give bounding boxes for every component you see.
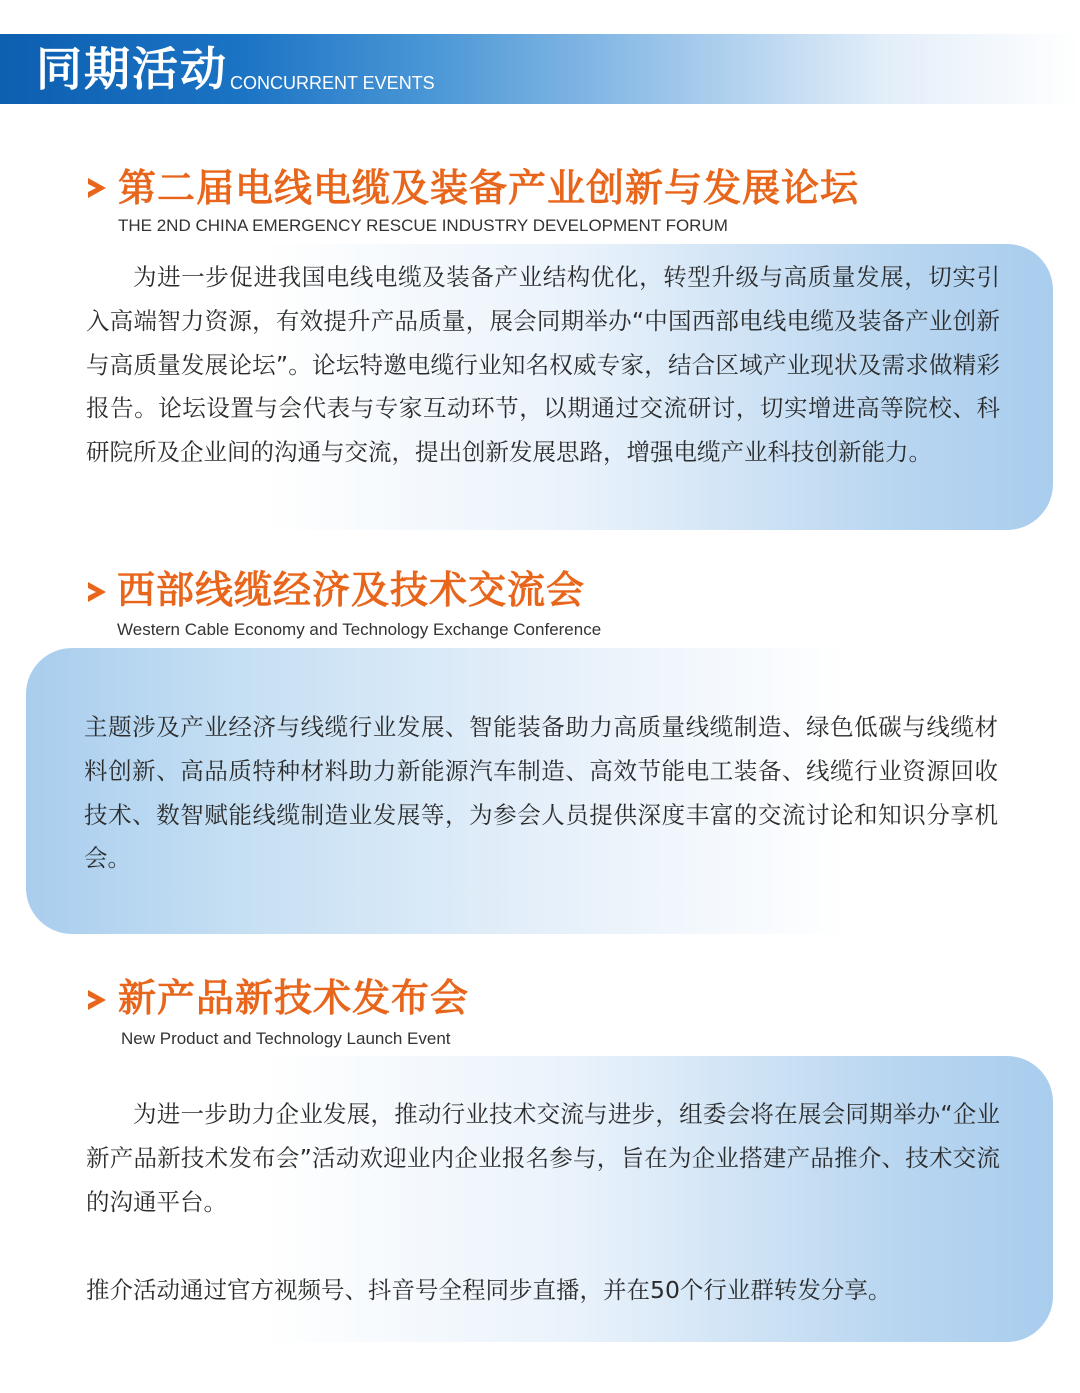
section-2-paragraph: 主题涉及产业经济与线缆行业发展、智能装备助力高质量线缆制造、绿色低碳与线缆材料创新、高品质特种材料助力新能源汽车制造、高效节能电工装备、线缆行业资源回收技术、数智赋能线缆制造业发展等，为参会人员提供深度丰富的交流讨论和知识分享机会。 — [84, 713, 998, 873]
section-2-subtitle: Western Cable Economy and Technology Exchange Conference — [117, 620, 602, 639]
section-1-title: 第二届电线电缆及装备产业创新与发展论坛 — [118, 166, 860, 210]
page-subtitle: CONCURRENT EVENTS — [230, 73, 435, 93]
section-1-arrow-icon — [88, 178, 106, 198]
section-3-title: 新产品新技术发布会 — [118, 976, 470, 1020]
page-title: 同期活动 — [36, 42, 228, 96]
section-3-paragraph-1: 为进一步助力企业发展，推动行业技术交流与进步，组委会将在展会同期举办“企业新产品新技术发布会”活动欢迎业内企业报名参与，旨在为企业搭建产品推介、技术交流的沟通平台。 — [86, 1100, 1000, 1216]
section-3-arrow-icon — [88, 990, 106, 1010]
section-2-title: 西部线缆经济及技术交流会 — [117, 568, 586, 612]
header-banner — [0, 34, 1080, 104]
section-2-arrow-icon — [88, 582, 106, 602]
section-3-paragraph-2: 推介活动通过官方视频号、抖音号全程同步直播，并在50个行业群转发分享。 — [86, 1276, 892, 1304]
section-1-subtitle: THE 2ND CHINA EMERGENCY RESCUE INDUSTRY DEVELOPMENT FORUM — [118, 216, 728, 235]
section-1-paragraph: 为进一步促进我国电线电缆及装备产业结构优化，转型升级与高质量发展，切实引入高端智力资源，有效提升产品质量，展会同期举办“中国西部电线电缆及装备产业创新与高质量发展论坛”。论坛特邀电缆行业知名权威专家，结合区域产业现状及需求做精彩报告。论坛设置与会代表与专家互动环节，以期通过交流研讨，切实增进高等院校、科研院所及企业间的沟通与交流，提出创新发展思路，增强电缆产业科技创新能力。 — [86, 263, 1000, 467]
section-3-subtitle: New Product and Technology Launch Event — [121, 1029, 451, 1048]
